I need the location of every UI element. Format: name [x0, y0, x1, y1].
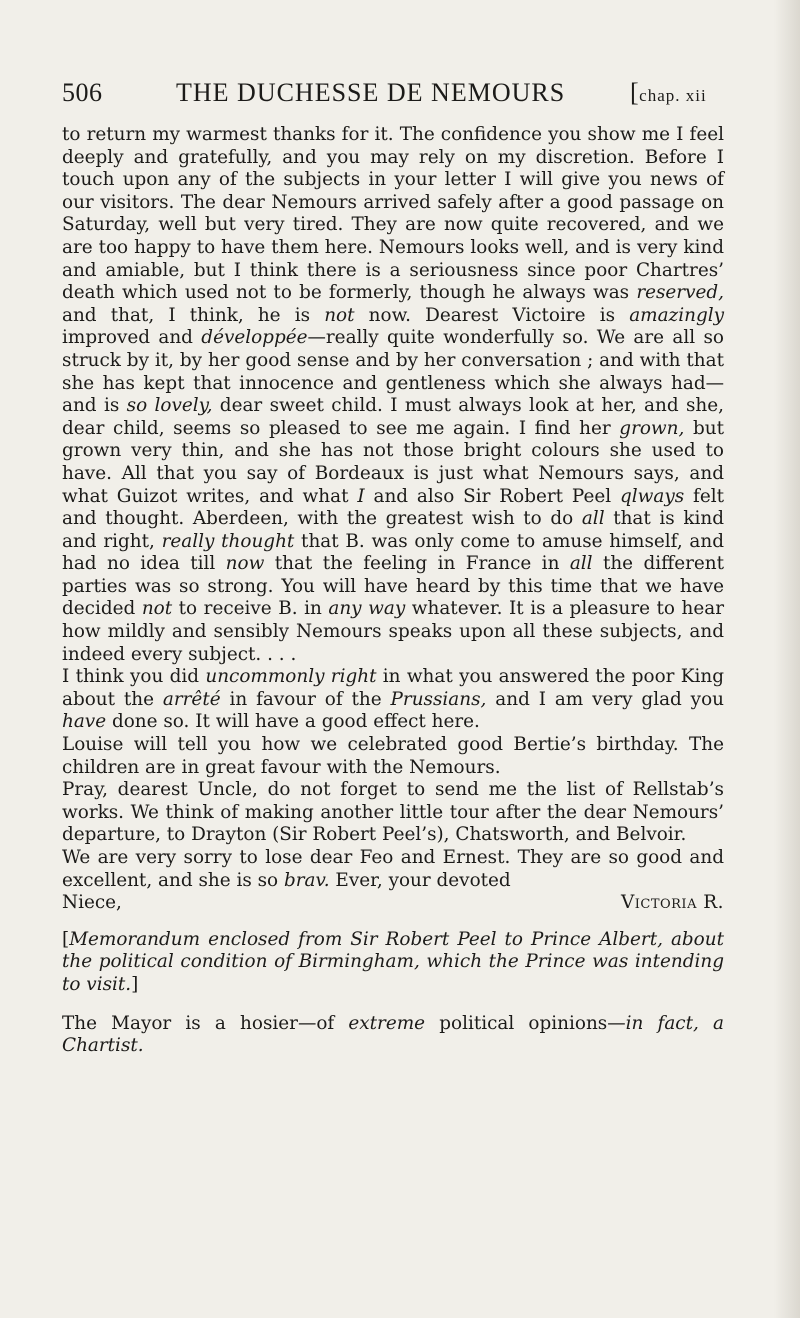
text-run: whatever. It is a pleasure to hear how mildly and sensibly Nemours speaks upon all these subjects, and indeed every subject. . . .	[62, 598, 725, 665]
text-run: We are very sorry to lose dear Feo and Ernest. They are so good and excellent, and she is so	[62, 847, 724, 891]
italic-run: grown,	[619, 417, 685, 439]
italic-run: uncommonly right	[205, 666, 377, 688]
memo-text: Memorandum enclosed from Sir Robert Peel to Prince Albert, about the political condition of Birmingham, which the Prince was intending to visit.	[62, 928, 724, 995]
text-run: improved and	[62, 327, 202, 349]
italic-run: any way	[328, 598, 406, 620]
text-run: that the feeling in France in	[264, 553, 570, 575]
text-run: and also Sir Robert Peel	[364, 485, 620, 507]
text-run: that B. was only come to amuse himself, and had no idea till	[62, 530, 724, 575]
italic-run: all	[569, 553, 593, 575]
italic-run: développée	[201, 327, 308, 349]
chapter-ref-label: chap.	[639, 86, 681, 105]
memo-open-bracket: [	[62, 928, 70, 950]
running-header	[62, 74, 722, 110]
chapter-reference	[630, 78, 707, 108]
text-run: dear sweet child. I must always look at her, and she, dear child, seems so pleased to see me again. I find her	[62, 395, 725, 439]
letter-paragraph-4	[62, 779, 724, 847]
italic-run: now	[225, 553, 265, 575]
text-run: to receive B. in	[172, 598, 329, 620]
italic-run: I	[357, 485, 365, 507]
text-run: The Mayor is a hosier—of	[62, 1012, 349, 1034]
italic-run: Prussians,	[390, 688, 487, 710]
italic-run: arrêté	[162, 688, 221, 710]
signature: Victoria R.	[620, 892, 724, 914]
chapter-ref-bracket: [	[630, 78, 640, 107]
body-text	[62, 124, 724, 1058]
text-run: political opinions—	[425, 1012, 626, 1034]
running-title: THE DUCHESSE DE NEMOURS	[176, 78, 566, 107]
memorandum-paragraph	[62, 1013, 724, 1058]
italic-run: amazingly	[629, 304, 725, 326]
italic-run: all	[581, 508, 605, 530]
closing-niece: Niece,	[62, 892, 122, 914]
letter-paragraph-2	[62, 666, 724, 734]
italic-run: qlways	[619, 485, 685, 507]
text-run: felt and thought. Aberdeen, with the greatest wish to do	[62, 485, 724, 530]
letter-paragraph-3	[62, 734, 724, 779]
text-run: that is kind and right,	[62, 508, 724, 552]
page-edge-shadow	[774, 0, 800, 1318]
chapter-ref-number: xii	[680, 86, 707, 105]
italic-run: not	[324, 304, 355, 326]
text-run: Louise will tell you how we celebrated good Bertie’s birthday. The children are in great favour with the Nemours.	[62, 734, 724, 778]
italic-run: have	[62, 711, 107, 733]
memorandum-note	[62, 929, 724, 997]
page-number: 506	[62, 78, 103, 107]
italic-run: extreme	[348, 1012, 426, 1034]
italic-run: really thought	[161, 530, 295, 552]
italic-run: brav.	[283, 869, 330, 891]
letter-signature-line	[62, 892, 724, 915]
italic-run: in fact, a Chartist.	[62, 1012, 724, 1057]
italic-run: reserved,	[636, 282, 724, 304]
text-run: Ever, your devoted	[329, 869, 511, 891]
text-run: the different parties was so strong. You will have heard by this time that we have decided	[62, 553, 724, 620]
italic-run: not	[141, 598, 173, 620]
text-run: but grown very thin, and she has not those bright colours she used to have. All that you say of Bordeaux is just what Nemours says, and what Guizot writes, and what	[62, 417, 724, 507]
text-run: and I am very glad you	[486, 688, 724, 710]
memo-close-bracket: ]	[131, 973, 139, 995]
text-run: in favour of the	[220, 688, 391, 710]
italic-run: so lovely,	[126, 395, 213, 417]
letter-paragraph-5	[62, 847, 724, 892]
text-run: and that, I think, he is	[62, 304, 325, 326]
letter-paragraph-1	[62, 124, 724, 666]
text-run: I think you did	[62, 666, 206, 688]
text-run: in what you answered the poor King about the	[62, 666, 724, 710]
text-run: Pray, dearest Uncle, do not forget to send me the list of Rellstab’s works. We think of making another little tour after the dear Nemours’ departure, to Drayton (Sir Robert Peel’s), Chatsworth, and Belvoir.	[62, 779, 724, 846]
text-run: to return my warmest thanks for it. The confidence you show me I feel deeply and gratefully, and you may rely on my discretion. Before I touch upon any of the subjects in your letter I will give you news of our visitors. The dear Nemours arrived safely after a good passage on Saturday, well but very tired. They are now quite recovered, and we are too happy to have them here. Nemours looks well, and is very kind and amiable, but I think there is a seriousness since poor Chartres’ death which used not to be formerly, though he always was	[62, 124, 724, 304]
text-run: now. Dearest Victoire is	[354, 304, 630, 326]
text-run: —really quite wonderfully so. We are all so struck by it, by her good sense and by her conversation ; and with that she has kept that innocence and gentleness which she always had—and is	[62, 327, 725, 417]
text-run: done so. It will have a good effect here.	[106, 711, 480, 733]
